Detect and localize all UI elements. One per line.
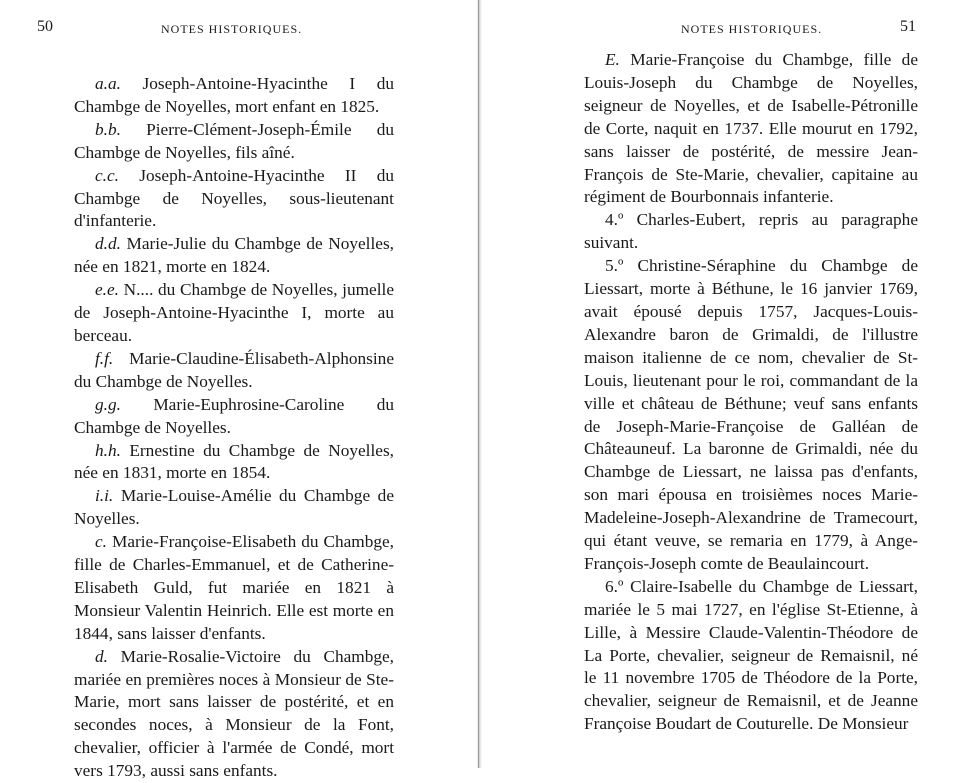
paragraph-text: Marie-Françoise du Chambge, fille de Louis-Joseph du Chambge de Noyelles, seigneur de Noyelles, et de Isabelle-Pétronille de Corte, naquit en 1737. Elle mourut en 1792, sans laisser de postérité, de messire Jean-François de Ste-Marie, chevalier, capitaine au régiment de Bourbonnais infanterie. [584, 50, 918, 207]
paragraph-text: Marie-Louise-Amélie du Chambge de Noyelles. [74, 486, 394, 529]
paragraph-label: a.a. [95, 74, 121, 93]
paragraph-label: d.d. [95, 234, 121, 254]
paragraph-text: Marie-Euphrosine-Caroline du Chambge de Noyelles. [74, 394, 394, 437]
paragraph [584, 49, 918, 209]
paragraph-label: e.e. [95, 280, 119, 300]
paragraph-label: 6.º [605, 576, 624, 596]
paragraph-text: Pierre-Clément-Joseph-Émile du Chambge de Noyelles, fils aîné. [74, 119, 394, 162]
gutter-fold [478, 0, 479, 768]
paragraph-text: Joseph-Antoine-Hyacinthe I du Chambge de Noyelles, mort enfant en 1825. [74, 74, 394, 116]
paragraph-label: 5.º [605, 256, 624, 276]
paragraph [584, 576, 918, 736]
paragraph-text: Marie-Claudine-Élisabeth-Alphonsine du Chambge de Noyelles. [74, 348, 394, 391]
paragraph [74, 485, 394, 531]
paragraph-text: Marie-Rosalie-Victoire du Chambge, mariée en premières noces à Monsieur de Ste-Marie, mort sans laisser de postérité, et en secondes noces, à Monsieur de la Font, chevalier, officier à l'armée de Condé, mort vers 1793, aussi sans enfants. [74, 646, 394, 781]
left-page [0, 0, 478, 781]
paragraph-label: b.b. [95, 119, 121, 139]
paragraph-label: i.i. [95, 486, 114, 506]
paragraph [74, 73, 394, 119]
paragraph-label: 4.º [605, 210, 624, 230]
paragraph-label: h.h. [95, 440, 121, 460]
paragraph [74, 233, 394, 279]
paragraph-text: Christine-Séraphine du Chambge de Liessart, morte à Béthune, le 16 janvier 1769, avait épousé depuis 1757, Jacques-Louis-Alexandre baron de Grimaldi, de l'illustre maison italienne de ce nom, chevalier de St-Louis, lieutenant pour le roi, commandant de la ville et château de Béthune; veuf sans enfants de Joseph-Marie-Françoise de Galléan de Châteauneuf. La baronne de Grimaldi, née du Chambge de Liessart, ne laissa pas d'enfants, son mari épousa en troisièmes noces Marie-Madeleine-Joseph-Alexandrine de Tramecourt, qui étant veuve, se remaria en 1779, à Ange-François-Joseph comte de Beaulaincourt. [584, 256, 918, 573]
right-page [483, 0, 967, 768]
page-number: 51 [900, 18, 916, 35]
paragraph-text: Charles-Eubert, repris au paragraphe suivant. [584, 210, 918, 253]
paragraph-text: Joseph-Antoine-Hyacinthe II du Chambge de Noyelles, sous-lieutenant d'infanterie. [74, 165, 394, 231]
paragraph [74, 646, 394, 783]
paragraph [74, 119, 394, 165]
paragraph-label: f.f. [95, 348, 114, 368]
paragraph-label: c.c. [95, 165, 119, 185]
page-body [74, 73, 394, 783]
page-body [584, 49, 918, 736]
paragraph [74, 531, 394, 646]
page-number: 50 [37, 18, 53, 35]
paragraph [74, 279, 394, 348]
paragraph-text: N.... du Chambge de Noyelles, jumelle de Joseph-Antoine-Hyacinthe I, morte au berceau. [74, 280, 394, 345]
paragraph-label: c. [95, 532, 107, 552]
paragraph-label: E. [605, 50, 620, 69]
running-header: NOTES HISTORIQUES. [681, 22, 823, 36]
paragraph [584, 209, 918, 255]
paragraph [74, 348, 394, 394]
paragraph-text: Marie-Françoise-Elisabeth du Chambge, fille de Charles-Emmanuel, et de Catherine-Elisabeth Guld, fut mariée en 1821 à Monsieur Valentin Heinrich. Elle est morte en 1844, sans laisser d'enfants. [74, 532, 394, 643]
paragraph-text: Ernestine du Chambge de Noyelles, née en 1831, morte en 1854. [74, 440, 394, 483]
paragraph [584, 255, 918, 576]
paragraph-text: Marie-Julie du Chambge de Noyelles, née en 1821, morte en 1824. [74, 234, 394, 277]
paragraph [74, 394, 394, 440]
paragraph-label: g.g. [95, 394, 121, 414]
running-header: NOTES HISTORIQUES. [161, 22, 303, 36]
paragraph [74, 165, 394, 234]
paragraph [74, 440, 394, 486]
paragraph-text: Claire-Isabelle du Chambge de Liessart, mariée le 5 mai 1727, en l'église St-Etienne, à Lille, à Messire Claude-Valentin-Théodore de La Porte, chevalier, seigneur de Remaisnil, né le 11 novembre 1705 de Théodore de la Porte, chevalier, seigneur de Remaisnil, et de Jeanne Françoise Boudart de Couturelle. De Monsieur [584, 576, 918, 734]
paragraph-label: d. [95, 646, 108, 666]
